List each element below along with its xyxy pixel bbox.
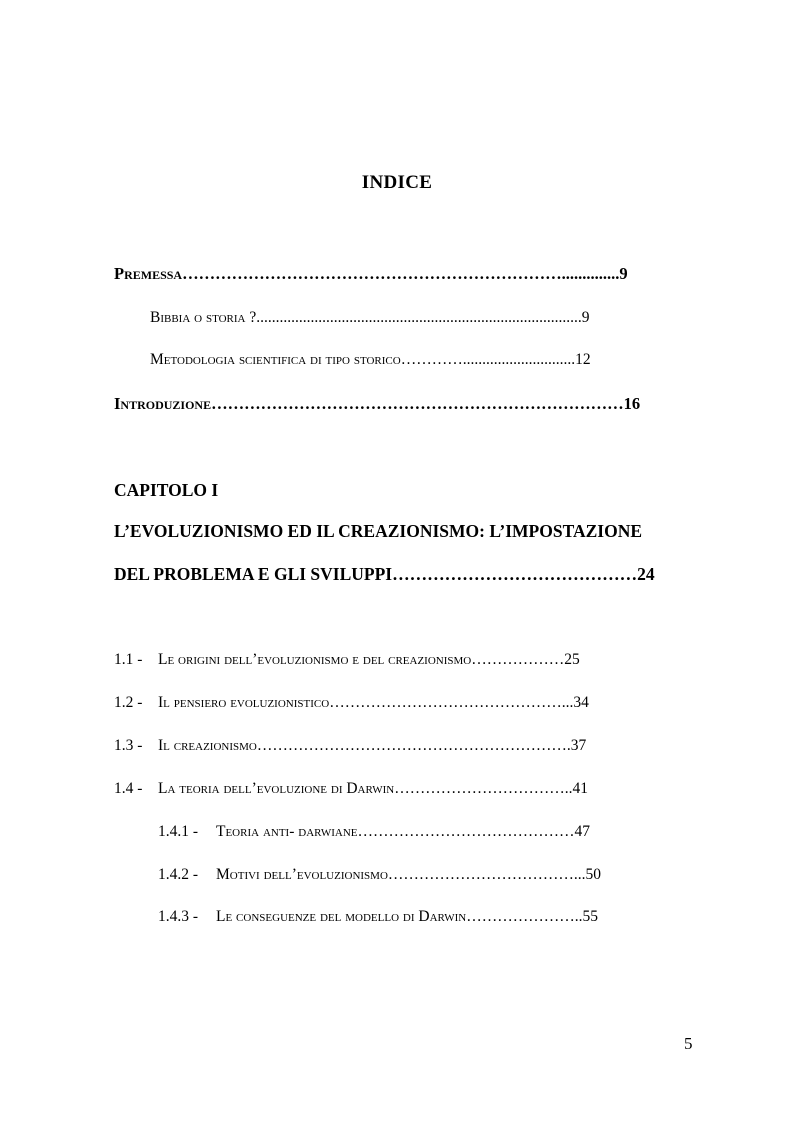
toc-entry-metodologia [150, 350, 698, 370]
toc-dots: ……………… [471, 651, 565, 668]
toc-section-1-1 [114, 650, 698, 670]
toc-dots: ………………………………... [387, 866, 586, 883]
chapter-title-line2 [114, 563, 698, 585]
toc-subsection-1-4-3 [158, 907, 698, 927]
toc-page: 16 [623, 394, 641, 413]
toc-dots: …………………………….. [394, 780, 573, 797]
toc-page: 47 [574, 823, 591, 840]
subsection-label: Motivi dell’evoluzionismo [216, 866, 388, 883]
toc-page: 25 [564, 651, 580, 668]
toc-label: Metodologia scientifica di tipo storico [150, 351, 401, 368]
toc-subsection-1-4-2 [158, 865, 698, 885]
toc-page: 55 [582, 908, 598, 925]
toc-label: Introduzione [114, 394, 212, 413]
toc-page: 9 [581, 309, 590, 326]
subsection-label: Teoria anti- darwiane [216, 823, 358, 840]
subsection-number: 1.4.3 - [158, 908, 199, 925]
chapter-heading: CAPITOLO I [114, 480, 219, 500]
toc-page: 9 [619, 264, 628, 283]
toc-dots: …………………………………… [357, 823, 575, 840]
toc-entry-premessa [114, 264, 698, 284]
subsection-number: 1.4.1 - [158, 823, 199, 840]
toc-dots: ……………………………………………………. [256, 737, 571, 754]
section-label: Le origini dell’evoluzionismo e del creazionismo [158, 651, 472, 668]
section-number: 1.1 - [114, 651, 143, 668]
section-number: 1.3 - [114, 737, 143, 754]
toc-dots: …………............................. [400, 351, 576, 368]
section-number: 1.4 - [114, 780, 143, 797]
page-title: INDICE [361, 172, 433, 193]
toc-page: 50 [585, 866, 602, 883]
toc-dots: ………………………………………………………………… [211, 394, 624, 413]
toc-label: Bibbia o storia ? [150, 309, 257, 326]
toc-entry-bibbia [150, 308, 698, 328]
section-number: 1.2 - [114, 694, 143, 711]
toc-label: Premessa [114, 264, 183, 283]
toc-dots: ………………………………………... [329, 694, 574, 711]
toc-dots: …………………………………… [392, 564, 638, 584]
toc-subsection-1-4-1 [158, 822, 698, 842]
section-label: Il pensiero evoluzionistico [158, 694, 330, 711]
toc-page: 12 [575, 351, 591, 368]
toc-page: 41 [572, 780, 588, 797]
subsection-number: 1.4.2 - [158, 866, 199, 883]
toc-page: 37 [570, 737, 587, 754]
toc-entry-introduzione [114, 394, 698, 414]
toc-page: 34 [573, 694, 589, 711]
toc-section-1-4 [114, 779, 698, 799]
toc-section-1-2 [114, 693, 698, 713]
toc-page: 24 [637, 564, 655, 584]
chapter-title-line1: L’EVOLUZIONISMO ED IL CREAZIONISMO: L’IMPOSTAZIONE [114, 521, 642, 541]
toc-dots: …………………………………………………………….............. [182, 264, 620, 283]
toc-dots: .................................................................................... [256, 309, 582, 326]
section-label: Il creazionismo [158, 737, 257, 754]
toc-dots: ………………….. [466, 908, 583, 925]
chapter-title-text: DEL PROBLEMA E GLI SVILUPPI [114, 564, 393, 584]
subsection-label: Le conseguenze del modello di Darwin [216, 908, 467, 925]
section-label: La teoria dell’evoluzione di Darwin [158, 780, 395, 797]
toc-section-1-3 [114, 736, 698, 756]
page-number: 5 [684, 1034, 693, 1053]
